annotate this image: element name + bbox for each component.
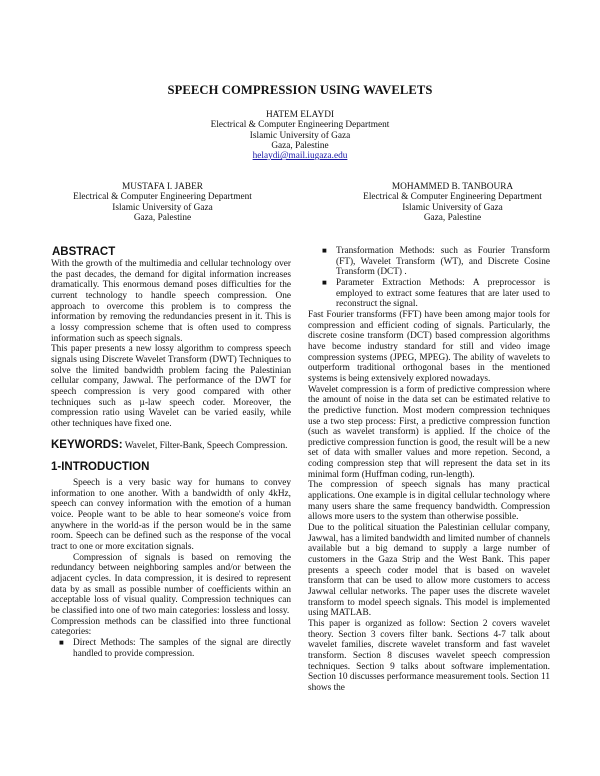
- list-item-text: Parameter Extraction Methods: A preprocessor is employed to extract some features that are later used to reconstruct the signal.: [336, 277, 550, 310]
- author-email-link[interactable]: helaydi@mail.iugaza.edu: [252, 151, 348, 162]
- author-department: Electrical & Computer Engineering Department: [73, 192, 252, 203]
- bullet-icon: ■: [322, 277, 327, 287]
- body-paragraph: Due to the political situation the Palestinian cellular company, Jawwal, has a limited bandwidth and limited number of channels available but a big demand to supply a large number of customers in the Gaza Strip and the West Bank. This paper presents a speech coder model that is based on wavelet transform that can be used to allow more customers to access Jawwal cellular networks. The paper uses the discrete wavelet transform to model speech signals. This model is implemented using MATLAB.: [308, 523, 550, 619]
- keywords-block: [51, 440, 291, 452]
- author-university: Islamic University of Gaza: [402, 202, 503, 213]
- list-item: [51, 638, 291, 659]
- author-name: MOHAMMED B. TANBOURA: [391, 182, 514, 192]
- author-location: Gaza, Palestine: [423, 212, 482, 223]
- author-department: Electrical & Computer Engineering Department: [363, 192, 542, 203]
- author-university: Islamic University of Gaza: [112, 202, 213, 213]
- intro-paragraph: Speech is a very basic way for humans to convey information to one another. With a bandwidth of only 4kHz, speech can convey information with the emotion of a human voice. People want to be able to hear someone's voice from anywhere in the world-as if the person would be in the same room. Speech can be defined such as the response of the vocal tract to one or more excitation signals.: [51, 478, 291, 553]
- paper-title: SPEECH COMPRESSION USING WAVELETS: [167, 83, 433, 97]
- left-column: [51, 246, 291, 659]
- list-item: [308, 246, 550, 278]
- bullet-icon: ■: [322, 246, 327, 255]
- introduction-heading: 1-INTRODUCTION: [51, 461, 150, 474]
- author-university: Islamic University of Gaza: [249, 130, 351, 141]
- author-name: MUSTAFA I. JABER: [122, 182, 203, 192]
- abstract-heading: ABSTRACT: [52, 246, 116, 258]
- first-author-block: [150, 110, 450, 161]
- list-item-text: Transformation Methods: such as Fourier Transform (FT), Wavelet Transform (WT), and Discrete Cosine Transform (DCT) .: [336, 246, 550, 278]
- author-department: Electrical & Computer Engineering Department: [210, 120, 390, 131]
- body-paragraph: Fast Fourier transforms (FFT) have been among major tools for compression and efficient coding of signals. Particularly, the discrete cosine transform (DCT) based compression algorithms have become industry standard for still and video image compression systems (JPEG, MPEG). The ability of wavelets to outperform traditional orthogonal bases in the mentioned systems is being extensively explored nowadays.: [308, 309, 550, 384]
- intro-paragraph: Compression methods can be classified into three functional categories:: [51, 616, 291, 638]
- author-name: HATEM ELAYDI: [265, 110, 335, 120]
- list-item-text: Direct Methods: The samples of the signal are directly handled to provide compression.: [73, 638, 291, 659]
- body-paragraph: Wavelet compression is a form of predictive compression where the amount of noise in the data set can be estimated relative to the predictive function. Most modern compression techniques use a two step process: First, a predictive compression function (such as wavelet transform) is applied. If the choice of the predictive compression function is good, the result will be a new set of data with smaller values and more repetion. Second, a coding compression step that will represent the data set in its minimal form (Huffman coding, run-length).: [308, 384, 550, 480]
- author-location: Gaza, Palestine: [133, 212, 192, 223]
- body-paragraph: This paper is organized as follow: Section 2 covers wavelet theory. Section 3 covers filter bank. Sections 4-7 talk about wavelet families, discrete wavelet transform and fast wavelet transform. Section 8 discuses wavelet speech compression techniques. Section 9 talks about software implementation. Section 10 discusses performance measurement tools. Section 11 shows the: [308, 618, 550, 693]
- second-author-block: [40, 182, 285, 223]
- author-location: Gaza, Palestine: [271, 140, 329, 151]
- body-paragraph: The compression of speech signals has many practical applications. One example is in digital cellular technology where many users share the same frequency bandwidth. Compression allows more users to the system than otherwise possible.: [308, 480, 550, 523]
- intro-paragraph: Compression of signals is based on removing the redundancy between neighboring samples and/or between the adjacent cycles. In data compression, it is desired to represent data by as small as possible number of coefficients within an acceptable loss of visual quality. Compression techniques can be classified into one of two main categories: lossless and lossy.: [51, 552, 291, 617]
- abstract-paragraph: This paper presents a new lossy algorithm to compress speech signals using Discrete Wavelet Transform (DWT) Techniques to solve the limited bandwidth problem facing the Palestinian cellular company, Jawwal. The performance of the DWT for speech compression is very good compared with other techniques such as µ-law speech coder. Moreover, the compression ratio using Wavelet can be varied easily, while other techniques have fixed one.: [51, 344, 291, 429]
- bullet-icon: ■: [59, 638, 64, 647]
- right-column: [308, 246, 550, 694]
- abstract-paragraph: With the growth of the multimedia and cellular technology over the past decades, the demand for digital information increases dramatically. This enormous demand poses difficulties for the current technology to handle speech compression. One approach to overcome this problem is to compress the information by removing the redundancies present in it. This is a lossy compression scheme that is often used to compress information such as speech signals.: [51, 259, 291, 344]
- keywords-label: KEYWORDS:: [51, 438, 123, 451]
- methods-list-continued: [308, 246, 550, 310]
- methods-list: [51, 638, 291, 659]
- list-item: [308, 278, 550, 310]
- keywords-text: Wavelet, Filter-Bank, Speech Compression.: [124, 440, 288, 451]
- third-author-block: [330, 182, 575, 223]
